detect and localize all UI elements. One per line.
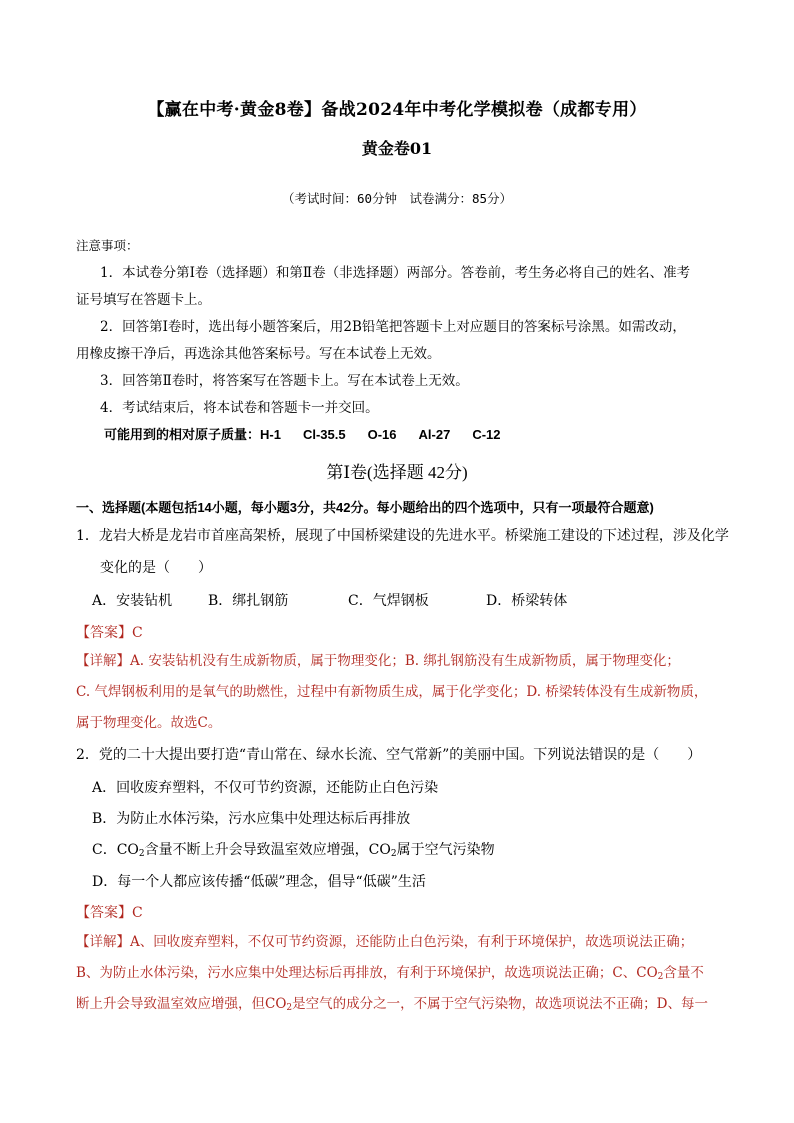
q2-option-c [92, 839, 495, 859]
mass-o: O-16 [367, 427, 397, 442]
q1-stem-line1: 1．龙岩大桥是龙岩市首座高架桥，展现了中国桥梁建设的先进水平。桥梁施工建设的下述过程，涉及化学 [76, 528, 729, 544]
atomic-masses [104, 424, 501, 443]
q1-detail-line3: 属于物理变化。故选C。 [76, 715, 222, 731]
q2-detail-line1: 【详解】A、回收废弃塑料，不仅可节约资源，还能防止白色污染，有利于环境保护，故选项说法正确； [76, 934, 694, 950]
mass-h: H-1 [260, 427, 281, 442]
note-line-4: 用橡皮擦干净后，再选涂其他答案标号。写在本试卷上无效。 [76, 346, 441, 362]
q2-detail-line2 [76, 963, 704, 987]
note-line-1: 1．本试卷分第Ⅰ卷（选择题）和第Ⅱ卷（非选择题）两部分。答卷前，考生务必将自己的姓名、准考 [100, 265, 691, 281]
q2-option-c-mid: 含量不断上升会导致温室效应增强，CO [144, 842, 391, 858]
q2-detail-line2-sub: 2 [657, 972, 664, 982]
q1-option-d: D．桥梁转体 [486, 593, 568, 609]
paper-subtitle: 黄金卷01 [361, 139, 433, 158]
note-line-6: 4．考试结束后，将本试卷和答题卡一并交回。 [100, 400, 379, 416]
section-title: 第Ⅰ卷(选择题 42分) [326, 463, 468, 482]
q2-detail-line2-pre: B、为防止水体污染，污水应集中处理达标后再排放，有利于环境保护，故选项说法正确；C、CO [76, 965, 658, 981]
q2-option-d: D．每一个人都应该传播“低碳”理念，倡导“低碳”生活 [92, 874, 426, 890]
exam-info: （考试时间：60分钟 试卷满分：85分） [281, 191, 513, 206]
q2-detail-line3-sub: 2 [286, 1003, 293, 1013]
q1-detail-line1: 【详解】A. 安装钻机没有生成新物质，属于物理变化；B. 绑扎钢筋没有生成新物质，属于物理变化； [76, 653, 680, 669]
q2-answer: 【答案】C [76, 905, 143, 921]
note-line-2: 证号填写在答题卡上。 [76, 292, 211, 308]
q1-answer: 【答案】C [76, 625, 143, 641]
mcq-intro: 一、选择题(本题包括14小题，每小题3分，共42分。每小题给出的四个选项中，只有一项最符合题意) [76, 500, 654, 515]
q2-detail-line3-pre: 断上升会导致温室效应增强，但CO [76, 996, 287, 1012]
q2-detail-line3 [76, 994, 708, 1018]
q2-detail-line3-post: 是空气的成分之一，不属于空气污染物，故选项说法不正确；D、每一 [292, 996, 708, 1012]
mass-c: C-12 [472, 427, 501, 442]
q1-detail-line2: C. 气焊钢板利用的是氧气的助燃性，过程中有新物质生成，属于化学变化；D. 桥梁转体没有生成新物质， [76, 684, 708, 700]
q2-option-a: A．回收废弃塑料，不仅可节约资源，还能防止白色污染 [92, 780, 439, 796]
paper-title: 【赢在中考·黄金8卷】备战2024年中考化学模拟卷（成都专用） [147, 100, 647, 120]
q2-detail-line2-post: 含量不 [663, 965, 704, 981]
atomic-masses-label: 可能用到的相对原子质量： [104, 427, 261, 442]
q1-option-b: B．绑扎钢筋 [208, 593, 289, 609]
q2-option-b: B．为防止水体污染，污水应集中处理达标后再排放 [92, 811, 411, 827]
q2-option-c-post: 属于空气污染物 [396, 842, 495, 858]
q1-stem-line2: 变化的是（ ） [100, 560, 212, 576]
mass-al: Al-27 [418, 427, 451, 442]
q2-option-c-sub2: 2 [390, 849, 397, 859]
q1-option-a: A．安装钻机 [92, 593, 173, 609]
note-line-5: 3．回答第Ⅱ卷时，将答案写在答题卡上。写在本试卷上无效。 [100, 373, 469, 389]
mass-cl: Cl-35.5 [302, 427, 346, 442]
q2-option-c-pre: C．CO [92, 842, 139, 858]
note-line-3: 2．回答第Ⅰ卷时，选出每小题答案后，用2B铅笔把答题卡上对应题目的答案标号涂黑。如需改动， [100, 319, 686, 335]
q2-stem: 2．党的二十大提出要打造“青山常在、绿水长流、空气常新”的美丽中国。下列说法错误的是（ ） [76, 747, 702, 763]
notes-heading: 注意事项： [76, 238, 139, 253]
q2-option-c-sub: 2 [138, 849, 145, 859]
q1-option-c: C．气焊钢板 [348, 593, 429, 609]
